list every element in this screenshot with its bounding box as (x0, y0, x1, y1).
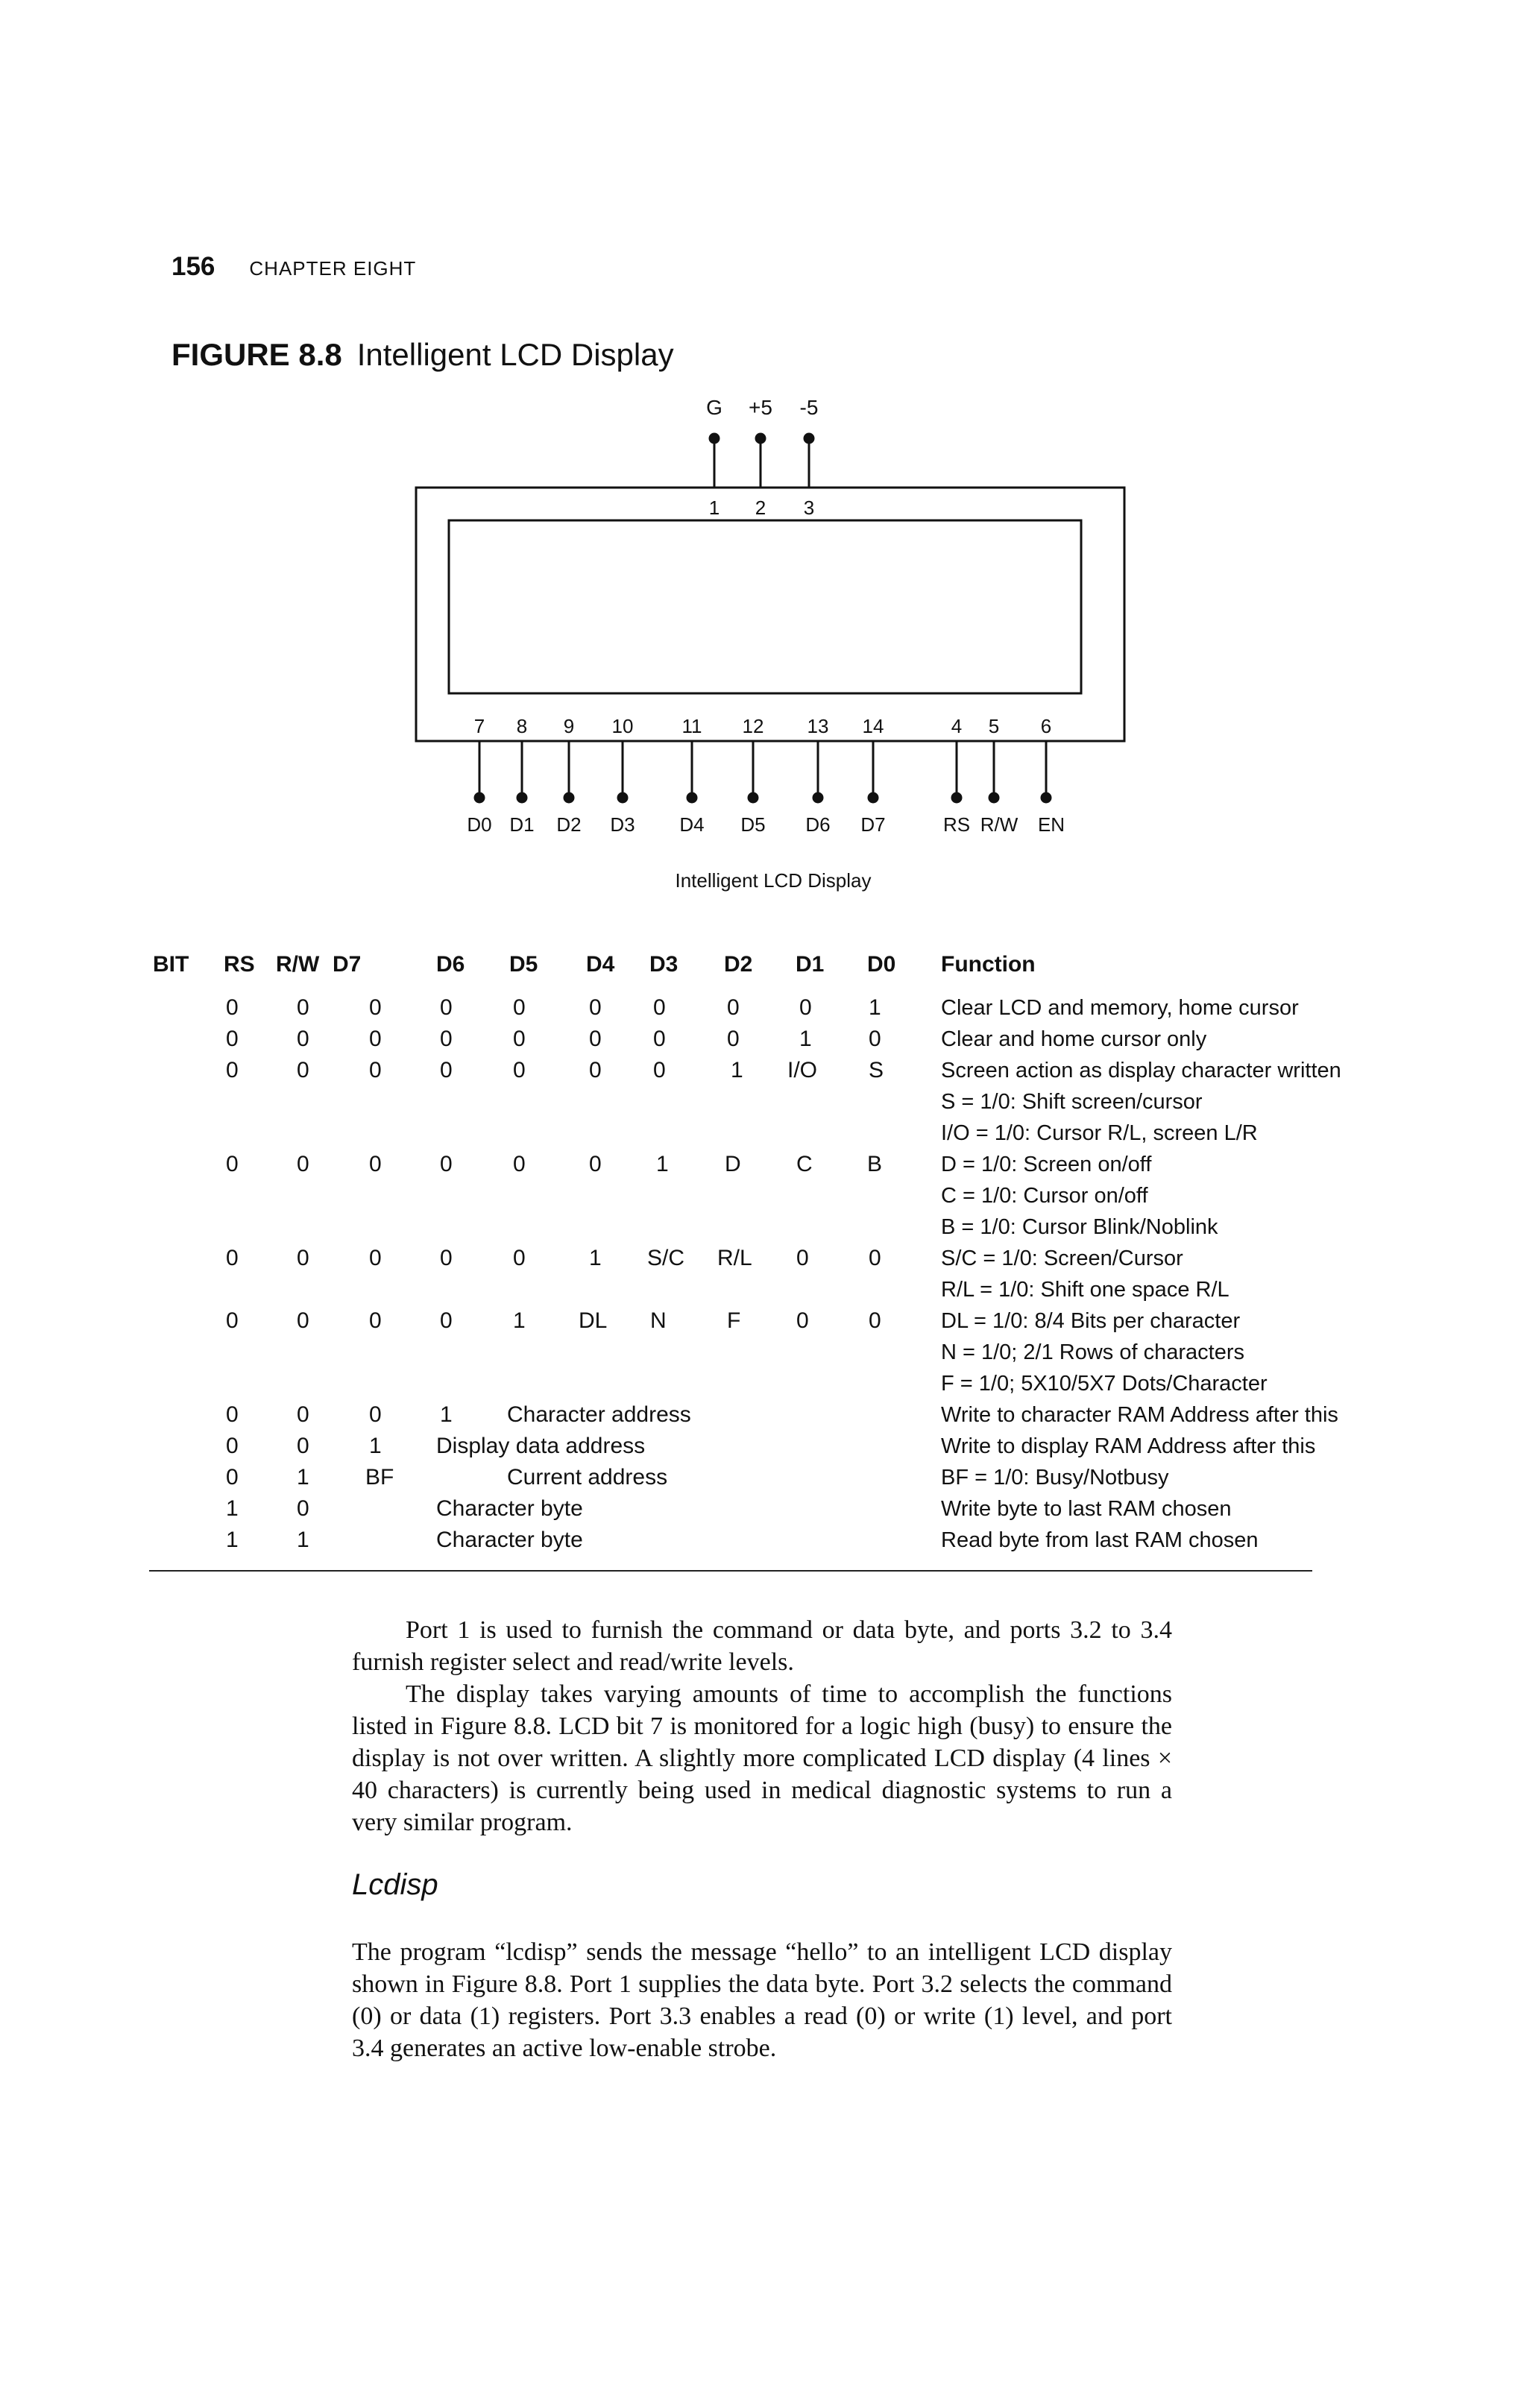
table-cell: 0 (589, 1152, 602, 1176)
power-label-minus5: -5 (799, 396, 819, 419)
bottom-pin-number: 6 (1040, 715, 1052, 737)
function-text: DL = 1/0: 8/4 Bits per character (941, 1309, 1241, 1333)
table-cell: 0 (796, 1246, 809, 1270)
table-cell: 1 (297, 1465, 309, 1490)
function-text: Write to character RAM Address after this (941, 1403, 1338, 1427)
table-cell: DL (579, 1308, 608, 1333)
table-header-bit: BIT (153, 952, 189, 977)
function-text: N = 1/0; 2/1 Rows of characters (941, 1340, 1244, 1364)
table-cell: N (650, 1308, 667, 1333)
bottom-pin-number: 12 (742, 715, 764, 737)
table-cell: 0 (369, 1308, 382, 1333)
table-header-d6: D6 (436, 952, 465, 977)
table-cell: 0 (297, 1058, 309, 1082)
table-cell: 0 (727, 1027, 740, 1051)
table-cell: 0 (226, 1058, 239, 1082)
data-pin-label: D0 (467, 813, 492, 836)
table-cell: 1 (869, 995, 881, 1020)
table-cell: 0 (799, 995, 812, 1020)
table-cell: 0 (440, 1027, 453, 1051)
table-cell-span: Display data address (436, 1434, 646, 1458)
table-cell: 0 (226, 1027, 239, 1051)
table-cell: 0 (653, 1027, 666, 1051)
table-cell-span: Character address (507, 1402, 691, 1427)
table-cell: 1 (589, 1246, 602, 1270)
table-cell: 1 (513, 1308, 526, 1333)
function-text: S = 1/0: Shift screen/cursor (941, 1090, 1203, 1114)
table-cell: S (869, 1058, 884, 1082)
table-cell: 0 (226, 1402, 239, 1427)
table-cell: BF (365, 1465, 394, 1490)
section-heading: Lcdisp (352, 1868, 438, 1901)
table-header-d4: D4 (586, 952, 615, 977)
bottom-pin-number: 13 (807, 715, 829, 737)
function-text: F = 1/0; 5X10/5X7 Dots/Character (941, 1372, 1268, 1396)
table-cell: 0 (369, 1402, 382, 1427)
table-cell: 0 (369, 1027, 382, 1051)
table-cell: 0 (226, 995, 239, 1020)
function-text: S/C = 1/0: Screen/Cursor (941, 1246, 1183, 1270)
table-header-d7: D7 (333, 952, 362, 977)
table-cell: 0 (369, 1058, 382, 1082)
chapter-label: CHAPTER EIGHT (249, 257, 417, 280)
table-cell: 0 (297, 1308, 309, 1333)
table-header-d0: D0 (867, 952, 896, 977)
table-bottom-rule (149, 1570, 1312, 1572)
table-cell: D (725, 1152, 741, 1176)
control-pin-label: RS (942, 813, 971, 836)
function-text: Write byte to last RAM chosen (941, 1497, 1232, 1521)
body-paragraph-3: The program “lcdisp” sends the message “hello” to an intelligent LCD display shown in Figure 8.8. Port 1 supplies the data byte. Port 3.2 selects the command (0) or data (1) registers. Port 3.3 enables a read (0) or write (1) level, and port 3.4 generates an active low-enable strobe. (352, 1938, 1172, 2062)
top-pin-number: 2 (755, 497, 766, 519)
table-cell: 0 (226, 1152, 239, 1176)
data-pin-label: D6 (805, 813, 831, 836)
function-text: Write to display RAM Address after this (941, 1434, 1316, 1458)
table-cell: 0 (589, 1058, 602, 1082)
table-cell: R/L (717, 1246, 752, 1270)
data-pin-label: D1 (509, 813, 535, 836)
bottom-pin-number: 10 (611, 715, 634, 737)
bottom-pin-number: 9 (563, 715, 575, 737)
table-cell: 0 (440, 1308, 453, 1333)
table-cell: I/O (787, 1058, 818, 1082)
function-text: Clear and home cursor only (941, 1027, 1207, 1051)
table-cell: 0 (226, 1246, 239, 1270)
top-pin-number: 1 (708, 497, 720, 519)
data-pin-label: D3 (610, 813, 635, 836)
top-pin-number: 3 (803, 497, 815, 519)
function-text: C = 1/0: Cursor on/off (941, 1184, 1148, 1208)
data-pin-label: D2 (556, 813, 582, 836)
table-cell: 0 (297, 1402, 309, 1427)
table-header-rs: RS (224, 952, 255, 977)
bottom-pin-number: 14 (862, 715, 884, 737)
table-cell: 0 (369, 995, 382, 1020)
page-number: 156 (171, 252, 215, 281)
table-header-d2: D2 (724, 952, 753, 977)
table-cell: S/C (647, 1246, 685, 1270)
figure-caption: Intelligent LCD Display (356, 337, 674, 372)
table-cell: 0 (297, 1434, 309, 1458)
table-cell: 0 (869, 1027, 881, 1051)
table-cell: 0 (297, 1152, 309, 1176)
table-cell: 1 (440, 1402, 453, 1427)
function-text: B = 1/0: Cursor Blink/Noblink (941, 1215, 1218, 1239)
table-cell: 0 (440, 995, 453, 1020)
table-cell: 0 (226, 1434, 239, 1458)
table-header-rw: R/W (276, 952, 320, 977)
diagram-caption: Intelligent LCD Display (675, 869, 872, 892)
table-header-function: Function (941, 952, 1036, 977)
table-cell: 0 (369, 1246, 382, 1270)
table-cell-span: Character byte (436, 1496, 583, 1521)
table-cell: 0 (297, 1027, 309, 1051)
data-pin-label: D7 (860, 813, 886, 836)
body-paragraph-1: Port 1 is used to furnish the command or data byte, and ports 3.2 to 3.4 furnish register select and read/write levels. (352, 1616, 1172, 1676)
function-text: Read byte from last RAM chosen (941, 1528, 1259, 1552)
table-cell: 1 (369, 1434, 382, 1458)
table-cell: 1 (226, 1528, 239, 1552)
table-cell: B (867, 1152, 883, 1176)
table-cell: 0 (226, 1308, 239, 1333)
table-cell: 0 (869, 1308, 881, 1333)
bottom-pin-number: 11 (681, 715, 702, 737)
table-cell: 0 (589, 995, 602, 1020)
table-header-d5: D5 (509, 952, 538, 977)
table-cell: 0 (796, 1308, 809, 1333)
table-cell: 1 (799, 1027, 812, 1051)
table-cell: 0 (513, 995, 526, 1020)
figure-label: FIGURE 8.8 (171, 337, 342, 372)
control-pin-label: R/W (980, 813, 1018, 836)
bottom-pin-number: 7 (473, 715, 485, 737)
function-text: Clear LCD and memory, home cursor (941, 996, 1299, 1020)
table-cell: 0 (440, 1058, 453, 1082)
table-header-d3: D3 (649, 952, 679, 977)
table-cell: 1 (731, 1058, 743, 1082)
power-label-g: G (706, 396, 722, 419)
power-label-plus5: +5 (749, 396, 772, 419)
bottom-pin-number: 4 (951, 715, 963, 737)
table-cell: 0 (226, 1465, 239, 1490)
table-cell: 0 (653, 1058, 666, 1082)
function-text: I/O = 1/0: Cursor R/L, screen L/R (941, 1121, 1258, 1145)
table-cell: 1 (656, 1152, 669, 1176)
table-cell: 1 (226, 1496, 239, 1521)
function-text: BF = 1/0: Busy/Notbusy (941, 1466, 1169, 1490)
table-cell: 0 (513, 1152, 526, 1176)
table-header-d1: D1 (796, 952, 825, 977)
table-cell: 0 (369, 1152, 382, 1176)
body-paragraph-2: The display takes varying amounts of time to accomplish the functions listed in Figure 8.8. LCD bit 7 is monitored for a logic high (busy) to ensure the display is not over written. A slightly more complicated LCD display (4 lines × 40 characters) is currently being used in medical diagnostic systems to run a very similar program. (352, 1680, 1172, 1836)
table-cell: 0 (589, 1027, 602, 1051)
table-cell: 0 (297, 1246, 309, 1270)
data-pin-label: D4 (679, 813, 705, 836)
control-pin-label: EN (1037, 813, 1065, 836)
bottom-pin-number: 8 (516, 715, 528, 737)
bottom-pin-number: 5 (988, 715, 1000, 737)
table-cell: 0 (513, 1058, 526, 1082)
table-cell-span: Current address (507, 1465, 668, 1490)
function-text: Screen action as display character written (941, 1059, 1341, 1082)
table-cell: 0 (653, 995, 666, 1020)
table-cell: 0 (297, 995, 309, 1020)
table-cell: 0 (513, 1246, 526, 1270)
table-cell: 0 (440, 1246, 453, 1270)
data-pin-label: D5 (740, 813, 766, 836)
table-cell: 1 (297, 1528, 309, 1552)
table-cell: F (727, 1308, 741, 1333)
table-cell-span: Character byte (436, 1528, 583, 1552)
function-text: R/L = 1/0: Shift one space R/L (941, 1278, 1230, 1302)
function-text: D = 1/0: Screen on/off (941, 1153, 1152, 1176)
table-cell: 0 (727, 995, 740, 1020)
table-cell: 0 (297, 1496, 309, 1521)
table-cell: 0 (440, 1152, 453, 1176)
table-cell: 0 (869, 1246, 881, 1270)
table-cell: C (796, 1152, 813, 1176)
table-cell: 0 (513, 1027, 526, 1051)
